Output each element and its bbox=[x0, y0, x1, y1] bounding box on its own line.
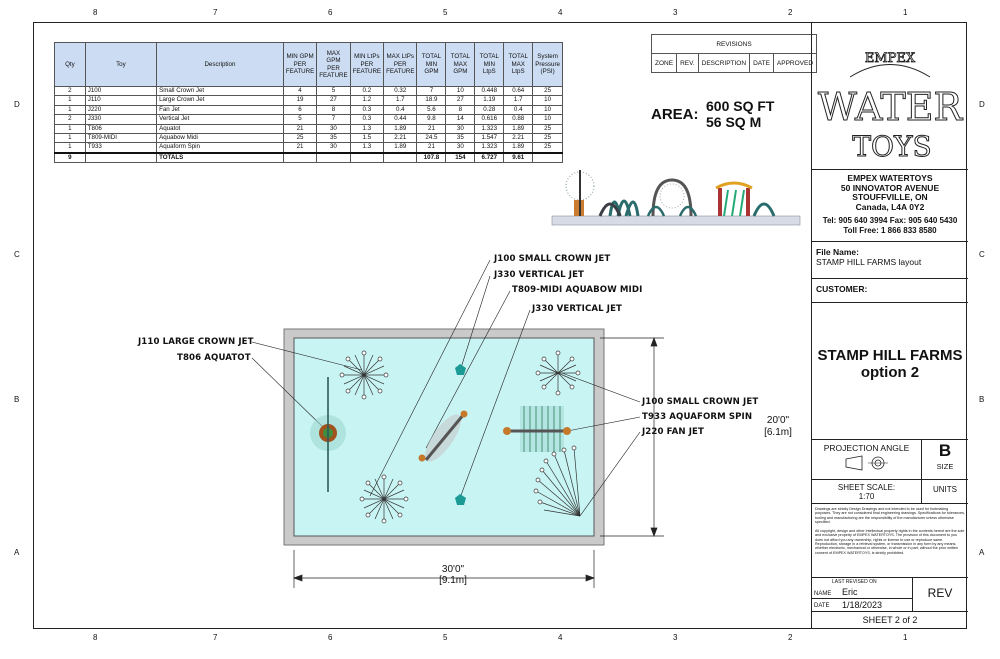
table-cell: 5 bbox=[317, 87, 350, 96]
table-header-row bbox=[55, 43, 563, 87]
customer-label: CUSTOMER: bbox=[816, 284, 868, 294]
table-cell: 1.89 bbox=[504, 143, 533, 153]
table-cell: Small Crown Jet bbox=[157, 87, 284, 96]
table-cell: T809-MIDI bbox=[85, 134, 156, 143]
totals-row bbox=[55, 153, 563, 163]
empex-logo bbox=[812, 22, 968, 170]
col-label: 3 bbox=[673, 633, 678, 642]
project-name: STAMP HILL FARMS bbox=[817, 347, 963, 364]
table-cell: 1 bbox=[55, 96, 86, 105]
table-cell: 1.89 bbox=[384, 143, 417, 153]
table-cell bbox=[350, 153, 383, 163]
table-cell: 0.88 bbox=[504, 115, 533, 124]
table-cell: 27 bbox=[317, 96, 350, 105]
size-letter: B bbox=[938, 441, 952, 460]
table-cell: 2.21 bbox=[504, 134, 533, 143]
header-cell: System Pressure (PSI) bbox=[533, 43, 563, 87]
table-cell: 30 bbox=[317, 143, 350, 153]
name-label: NAME bbox=[814, 591, 832, 597]
table-cell: 35 bbox=[317, 134, 350, 143]
header-cell: Qty bbox=[55, 43, 86, 87]
table-cell: 1.547 bbox=[475, 134, 504, 143]
project-box bbox=[812, 303, 968, 440]
elevation-rendering bbox=[550, 158, 802, 228]
col-label: 1 bbox=[903, 8, 908, 17]
table-cell: 7 bbox=[417, 87, 446, 96]
table-cell: 21 bbox=[283, 143, 316, 153]
row-label: D bbox=[14, 100, 20, 109]
crown-jet-elevation-icon bbox=[600, 201, 638, 216]
table-cell: 6 bbox=[283, 105, 316, 114]
header-cell: TOTAL MIN LtpS bbox=[475, 43, 504, 87]
table-cell: 21 bbox=[417, 124, 446, 133]
project-option: option 2 bbox=[860, 364, 920, 381]
width-m: [9.1m] bbox=[439, 575, 467, 586]
col-label: 2 bbox=[788, 8, 793, 17]
small-crown-jet-top-left bbox=[340, 351, 388, 399]
table-cell: TOTALS bbox=[157, 153, 284, 163]
table-cell: 14 bbox=[446, 115, 475, 124]
aquaform-elevation-icon bbox=[716, 183, 774, 216]
table-cell: 1 bbox=[55, 134, 86, 143]
file-name-box bbox=[812, 242, 968, 279]
table-cell: 0.32 bbox=[384, 87, 417, 96]
table-row bbox=[55, 134, 563, 143]
date-value: 1/18/2023 bbox=[842, 600, 883, 610]
row-label: D bbox=[979, 100, 985, 109]
disclaimer-copyright: All copyright, design and other intellectual property rights in the contents hereof are the sole and exclusive property of EMPEX WATERTOYS. The provision of this document to you does not afford you any ownership, rights or license to use or reproduce same. Reproduction, storage in a retrieval system, or transmission in any form by any means, whether electronic, mechanical or otherwise, in whole or in part, without the prior written consent of EMPEX WATERTOYS, is strictly prohibited. bbox=[815, 529, 965, 555]
table-cell: 25 bbox=[283, 134, 316, 143]
logo-box bbox=[812, 22, 968, 170]
scale-box bbox=[812, 480, 968, 504]
row-label: C bbox=[979, 250, 985, 259]
table-row bbox=[55, 143, 563, 153]
large-crown-jet-bottom-left bbox=[360, 475, 408, 523]
file-name-label: File Name: bbox=[816, 247, 859, 257]
date-label: DATE bbox=[814, 603, 830, 609]
last-revised-label: LAST REVISED ON bbox=[832, 579, 877, 585]
table-cell: T806 bbox=[85, 124, 156, 133]
table-cell: J220 bbox=[85, 105, 156, 114]
table-cell: 9.8 bbox=[417, 115, 446, 124]
col-label: 3 bbox=[673, 8, 678, 17]
table-cell: 0.616 bbox=[475, 115, 504, 124]
col-label: 6 bbox=[328, 633, 333, 642]
units-label: UNITS bbox=[933, 485, 957, 494]
table-cell: 0.44 bbox=[384, 115, 417, 124]
callout-t809: T809-MIDI AQUABOW MIDI bbox=[512, 285, 643, 295]
table-cell: 1.5 bbox=[350, 134, 383, 143]
rev-col-rev: REV. bbox=[677, 54, 699, 73]
address-line-1: 50 INNOVATOR AVENUE bbox=[840, 182, 940, 193]
table-cell: 0.3 bbox=[350, 115, 383, 124]
table-cell: 0.448 bbox=[475, 87, 504, 96]
table-cell: 4 bbox=[283, 87, 316, 96]
row-label: B bbox=[14, 395, 20, 404]
col-label: 8 bbox=[93, 8, 98, 17]
table-cell: 7 bbox=[317, 115, 350, 124]
table-cell: 1.2 bbox=[350, 96, 383, 105]
logo-water: WATER bbox=[817, 85, 963, 129]
file-name-value: STAMP HILL FARMS layout bbox=[816, 257, 922, 267]
table-cell: T933 bbox=[85, 143, 156, 153]
table-cell: Aquatot bbox=[157, 124, 284, 133]
area-values bbox=[706, 98, 774, 130]
company-box bbox=[812, 170, 968, 242]
plan-view bbox=[130, 258, 810, 598]
rev-col-description: DESCRIPTION bbox=[698, 54, 749, 73]
callout-j330-b: J330 VERTICAL JET bbox=[532, 304, 622, 314]
callout-j110: J110 LARGE CROWN JET bbox=[138, 337, 254, 347]
ground-slab bbox=[552, 216, 800, 225]
table-cell: 1 bbox=[55, 124, 86, 133]
table-cell: 2 bbox=[55, 115, 86, 124]
header-cell: MIN GPM PER FEATURE bbox=[283, 43, 316, 87]
table-cell: 18.9 bbox=[417, 96, 446, 105]
table-cell: Fan Jet bbox=[157, 105, 284, 114]
header-cell: Toy bbox=[85, 43, 156, 87]
height-dimension bbox=[758, 415, 798, 439]
toll-free: Toll Free: 1 866 833 8580 bbox=[843, 225, 937, 235]
col-label: 7 bbox=[213, 633, 218, 642]
aquabow-elevation-icon bbox=[648, 180, 696, 216]
table-cell: 2.21 bbox=[384, 134, 417, 143]
table-cell: 5.6 bbox=[417, 105, 446, 114]
callout-t806: T806 AQUATOT bbox=[177, 353, 251, 363]
table-cell: 0.28 bbox=[475, 105, 504, 114]
header-cell: MAX GPM PER FEATURE bbox=[317, 43, 350, 87]
revisions-table bbox=[651, 34, 817, 73]
table-cell: Aquabow Midi bbox=[157, 134, 284, 143]
table-cell bbox=[283, 153, 316, 163]
table-cell: 1.89 bbox=[504, 124, 533, 133]
aquatot-elevation-icon bbox=[566, 170, 594, 216]
table-cell: 30 bbox=[446, 143, 475, 153]
table-cell: 25 bbox=[533, 143, 563, 153]
table-cell: 8 bbox=[317, 105, 350, 114]
table-cell: 1.7 bbox=[384, 96, 417, 105]
company-name: EMPEX WATERTOYS bbox=[847, 173, 933, 183]
table-row bbox=[55, 124, 563, 133]
table-cell: 30 bbox=[446, 124, 475, 133]
callout-j220: J220 FAN JET bbox=[642, 427, 704, 437]
table-cell: 154 bbox=[446, 153, 475, 163]
area-sqft: 600 SQ FT bbox=[706, 98, 775, 114]
table-cell: Aquaform Spin bbox=[157, 143, 284, 153]
table-cell: 10 bbox=[446, 87, 475, 96]
table-cell: 30 bbox=[317, 124, 350, 133]
table-cell: 25 bbox=[533, 134, 563, 143]
header-cell: MIN LtPs PER FEATURE bbox=[350, 43, 383, 87]
table-cell: 10 bbox=[533, 96, 563, 105]
col-label: 4 bbox=[558, 633, 563, 642]
width-dimension bbox=[438, 564, 468, 586]
table-cell: 35 bbox=[446, 134, 475, 143]
callout-j100-right: J100 SMALL CROWN JET bbox=[642, 397, 759, 407]
table-row bbox=[55, 105, 563, 114]
table-cell: 1.323 bbox=[475, 124, 504, 133]
disclaimer-design: Drawings are strictly Design Drawings and not intended to be used for footmaking purposes. They are not considered final engineering drawings. Specifications for tolerances, tooling and manufacturing are the responsibility of the manufacturer unless otherwise specified. bbox=[815, 507, 965, 524]
rev-col-approved: APPROVED bbox=[773, 54, 816, 73]
col-label: 7 bbox=[213, 8, 218, 17]
table-cell: 1 bbox=[55, 105, 86, 114]
table-row bbox=[55, 115, 563, 124]
col-label: 1 bbox=[903, 633, 908, 642]
table-cell: 27 bbox=[446, 96, 475, 105]
table-cell: 1.89 bbox=[384, 124, 417, 133]
table-cell: 0.2 bbox=[350, 87, 383, 96]
height-ft: 20'0" bbox=[766, 415, 790, 426]
address-line-3: Canada, L4A 0Y2 bbox=[855, 201, 925, 212]
callout-j330-a: J330 VERTICAL JET bbox=[494, 270, 584, 280]
rev-label: REV bbox=[927, 586, 953, 600]
header-cell: TOTAL MIN GPM bbox=[417, 43, 446, 87]
callout-j100-top: J100 SMALL CROWN JET bbox=[494, 254, 611, 264]
table-cell: 1.323 bbox=[475, 143, 504, 153]
table-cell: Vertical Jet bbox=[157, 115, 284, 124]
table-cell: 2 bbox=[55, 87, 86, 96]
row-label: C bbox=[14, 250, 20, 259]
address-line-2: STOUFFVILLE, ON bbox=[852, 192, 928, 202]
small-crown-jet-top-right bbox=[536, 351, 580, 395]
col-label: 6 bbox=[328, 8, 333, 17]
logo-empex: EMPEX bbox=[864, 51, 916, 66]
table-cell: J100 bbox=[85, 87, 156, 96]
width-ft: 30'0" bbox=[441, 564, 465, 575]
table-row bbox=[55, 96, 563, 105]
row-label: B bbox=[979, 395, 985, 404]
scale-label: SHEET SCALE: bbox=[837, 483, 896, 492]
col-label: 8 bbox=[93, 633, 98, 642]
col-label: 5 bbox=[443, 8, 448, 17]
table-cell: 0.4 bbox=[384, 105, 417, 114]
revision-signoff-box bbox=[812, 578, 968, 612]
col-label: 4 bbox=[558, 8, 563, 17]
header-cell: TOTAL MAX GPM bbox=[446, 43, 475, 87]
projection-label: PROJECTION ANGLE bbox=[823, 443, 910, 453]
table-cell: 25 bbox=[533, 87, 563, 96]
scale-value: 1:70 bbox=[858, 492, 875, 501]
table-cell: 19 bbox=[283, 96, 316, 105]
table-cell: J330 bbox=[85, 115, 156, 124]
row-label: A bbox=[979, 548, 985, 557]
table-cell: 21 bbox=[417, 143, 446, 153]
logo-toys: TOYS bbox=[852, 130, 932, 163]
table-cell: 1.19 bbox=[475, 96, 504, 105]
table-cell: 107.8 bbox=[417, 153, 446, 163]
table-cell: 6.727 bbox=[475, 153, 504, 163]
row-label: A bbox=[14, 548, 20, 557]
table-cell: 0.64 bbox=[504, 87, 533, 96]
rev-col-zone: ZONE bbox=[652, 54, 677, 73]
table-cell: J110 bbox=[85, 96, 156, 105]
table-cell: 25 bbox=[533, 124, 563, 133]
table-cell bbox=[317, 153, 350, 163]
table-cell bbox=[85, 153, 156, 163]
table-cell: 21 bbox=[283, 124, 316, 133]
title-block bbox=[811, 22, 968, 629]
table-cell: Large Crown Jet bbox=[157, 96, 284, 105]
table-cell: 1 bbox=[55, 143, 86, 153]
callout-t933: T933 AQUAFORM SPIN bbox=[642, 412, 753, 422]
area-label: AREA: bbox=[651, 106, 699, 123]
header-cell: TOTAL MAX LtpS bbox=[504, 43, 533, 87]
table-cell bbox=[384, 153, 417, 163]
table-cell: 10 bbox=[533, 105, 563, 114]
toy-flow-table bbox=[54, 42, 563, 163]
table-cell: 8 bbox=[446, 105, 475, 114]
table-cell: 1.7 bbox=[504, 96, 533, 105]
col-label: 5 bbox=[443, 633, 448, 642]
table-row bbox=[55, 87, 563, 96]
table-cell: 10 bbox=[533, 115, 563, 124]
revisions-title: REVISIONS bbox=[652, 35, 817, 54]
table-cell: 9 bbox=[55, 153, 86, 163]
header-cell: MAX LtPs PER FEATURE bbox=[384, 43, 417, 87]
col-label: 2 bbox=[788, 633, 793, 642]
table-cell: 24.5 bbox=[417, 134, 446, 143]
table-cell: 0.4 bbox=[504, 105, 533, 114]
table-cell: 1.3 bbox=[350, 143, 383, 153]
table-cell: 5 bbox=[283, 115, 316, 124]
third-angle-projection-icon bbox=[842, 453, 892, 473]
table-cell: 1.3 bbox=[350, 124, 383, 133]
name-value: Eric bbox=[842, 587, 858, 597]
table-cell: 0.3 bbox=[350, 105, 383, 114]
customer-box bbox=[812, 279, 968, 303]
disclaimer-box bbox=[812, 504, 968, 578]
header-cell: Description bbox=[157, 43, 284, 87]
area-sqm: 56 SQ M bbox=[706, 114, 762, 130]
table-cell: 9.61 bbox=[504, 153, 533, 163]
height-m: [6.1m] bbox=[764, 427, 792, 438]
sheet-number: SHEET 2 of 2 bbox=[862, 615, 918, 625]
phone-fax: Tel: 905 640 3994 Fax: 905 640 5430 bbox=[822, 216, 958, 225]
rev-col-date: DATE bbox=[750, 54, 774, 73]
size-label: SIZE bbox=[936, 462, 954, 471]
projection-box bbox=[812, 440, 968, 480]
